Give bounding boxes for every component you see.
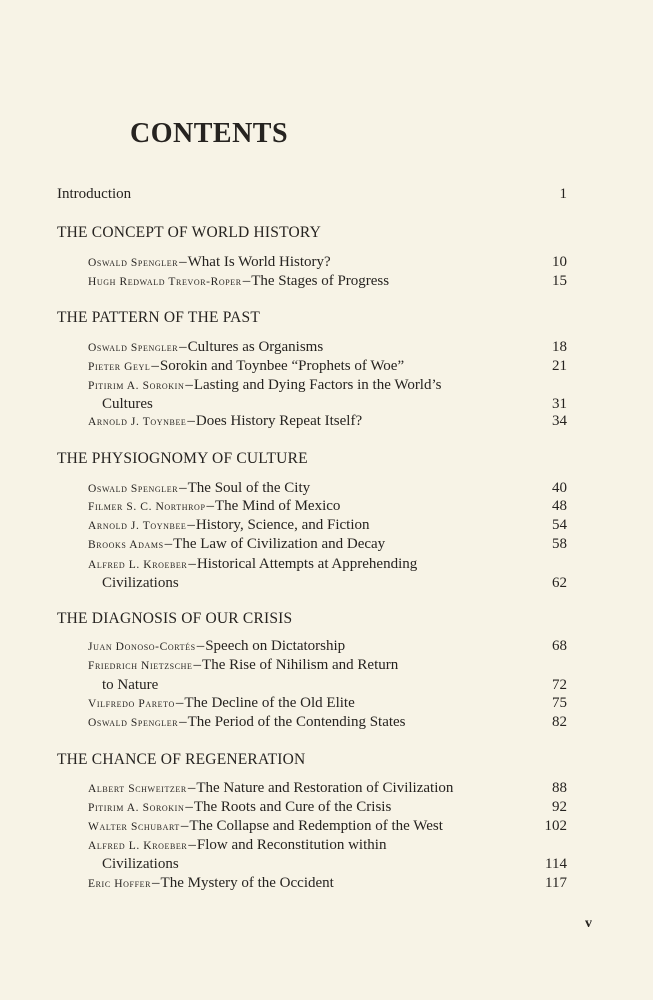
- entry-author: Oswald Spengler: [88, 717, 179, 729]
- entry-title: Sorokin and Toynbee “Prophets of Woe”: [159, 358, 405, 374]
- entry-author: Pieter Geyl: [88, 361, 151, 373]
- section-heading: THE DIAGNOSIS OF OUR CRISIS: [57, 610, 293, 627]
- toc-entry: Oswald Spengler–What Is World History? 10: [88, 254, 567, 270]
- page-folio: v: [585, 916, 592, 931]
- toc-entry-continuation: [102, 676, 567, 695]
- entry-author: Vilfredo Pareto: [88, 698, 175, 710]
- entry-title-continued: to Nature: [102, 677, 159, 693]
- entry-author: Filmer S. C. Northrop: [88, 501, 206, 513]
- entry-title: Flow and Reconstitution within: [196, 837, 387, 853]
- entry-title: Cultures as Organisms: [187, 339, 324, 355]
- entry-author: Friedrich Nietzsche: [88, 660, 193, 672]
- toc-entry: Walter Schubart–The Collapse and Redemption of the West 102: [88, 818, 567, 834]
- entry-author: Arnold J. Toynbee: [88, 520, 187, 532]
- entry-title: Historical Attempts at Apprehending: [196, 556, 418, 572]
- entry-page: 34: [552, 413, 567, 429]
- entry-author: Alfred L. Kroeber: [88, 840, 188, 852]
- toc-entry: Eric Hoffer–The Mystery of the Occident 117: [88, 875, 567, 891]
- page-title: CONTENTS: [130, 118, 289, 149]
- toc-entry: Oswald Spengler–The Period of the Contending States 82: [88, 714, 567, 730]
- entry-author: Oswald Spengler: [88, 483, 179, 495]
- toc-entry: Albert Schweitzer–The Nature and Restoration of Civilization 88: [88, 780, 567, 796]
- intro-page: 1: [559, 186, 567, 202]
- entry-page: 31: [552, 396, 567, 412]
- entry-title: The Stages of Progress: [251, 273, 390, 289]
- entry-author: Alfred L. Kroeber: [88, 559, 188, 571]
- toc-entry: Brooks Adams–The Law of Civilization and Decay 58: [88, 536, 567, 552]
- toc-entry: Pitirim A. Sorokin–The Roots and Cure of the Crisis 92: [88, 799, 567, 815]
- entry-title-continued: Civilizations: [102, 856, 179, 872]
- toc-entry: Arnold J. Toynbee–History, Science, and Fiction 54: [88, 517, 567, 533]
- entry-title: The Decline of the Old Elite: [184, 695, 355, 711]
- entry-page: 54: [552, 517, 567, 533]
- entry-page: 15: [552, 273, 567, 289]
- entry-page: 92: [552, 799, 567, 815]
- entry-title: Lasting and Dying Factors in the World’s: [193, 377, 442, 393]
- entry-page: 18: [552, 339, 567, 355]
- toc-entry-continuation: [102, 855, 567, 874]
- entry-title: Speech on Dictatorship: [205, 638, 346, 654]
- toc-entry: Arnold J. Toynbee–Does History Repeat Itself? 34: [88, 413, 567, 429]
- entry-page: 75: [552, 695, 567, 711]
- entry-author: Pitirim A. Sorokin: [88, 802, 185, 814]
- entry-title: The Mystery of the Occident: [160, 875, 334, 891]
- entry-author: Walter Schubart: [88, 821, 180, 833]
- entry-author: Eric Hoffer: [88, 878, 152, 890]
- toc-entry: Friedrich Nietzsche–The Rise of Nihilism and Return: [88, 657, 399, 673]
- entry-title: The Period of the Contending States: [187, 714, 406, 730]
- entry-title: What Is World History?: [187, 254, 331, 270]
- entry-author: Hugh Redwald Trevor-Roper: [88, 276, 242, 288]
- entry-title: The Collapse and Redemption of the West: [189, 818, 443, 834]
- entry-author: Arnold J. Toynbee: [88, 416, 187, 428]
- entry-page: 21: [552, 358, 567, 374]
- entry-author: Oswald Spengler: [88, 342, 179, 354]
- toc-entry: Juan Donoso-Cortés–Speech on Dictatorship 68: [88, 638, 567, 654]
- entry-author: Juan Donoso-Cortés: [88, 641, 196, 653]
- section-heading: THE PATTERN OF THE PAST: [57, 309, 260, 326]
- toc-entry: Hugh Redwald Trevor-Roper–The Stages of Progress 15: [88, 273, 567, 289]
- toc-entry: Vilfredo Pareto–The Decline of the Old Elite 75: [88, 695, 567, 711]
- toc-entry: Pitirim A. Sorokin–Lasting and Dying Factors in the World’s: [88, 377, 442, 393]
- entry-title-continued: Civilizations: [102, 575, 179, 591]
- entry-page: 40: [552, 480, 567, 496]
- entry-title-continued: Cultures: [102, 396, 153, 412]
- toc-entry-continuation: [102, 574, 567, 593]
- entry-title: The Soul of the City: [187, 480, 311, 496]
- section-heading: THE CONCEPT OF WORLD HISTORY: [57, 224, 321, 241]
- toc-entry: Pieter Geyl–Sorokin and Toynbee “Prophets of Woe” 21: [88, 358, 567, 374]
- toc-entry: Filmer S. C. Northrop–The Mind of Mexico 48: [88, 498, 567, 514]
- intro-entry: [57, 186, 567, 203]
- entry-page: 58: [552, 536, 567, 552]
- entry-author: Pitirim A. Sorokin: [88, 380, 185, 392]
- entry-title: The Law of Civilization and Decay: [173, 536, 386, 552]
- toc-entry: Oswald Spengler–The Soul of the City 40: [88, 480, 567, 496]
- entry-title: Does History Repeat Itself?: [195, 413, 363, 429]
- entry-author: Albert Schweitzer: [88, 783, 187, 795]
- entry-title: The Mind of Mexico: [215, 498, 341, 514]
- entry-author: Oswald Spengler: [88, 257, 179, 269]
- entry-title: The Roots and Cure of the Crisis: [193, 799, 392, 815]
- entry-page: 82: [552, 714, 567, 730]
- toc-entry: Oswald Spengler–Cultures as Organisms 18: [88, 339, 567, 355]
- entry-page: 68: [552, 638, 567, 654]
- entry-page: 102: [544, 818, 567, 834]
- entry-page: 88: [552, 780, 567, 796]
- entry-author: Brooks Adams: [88, 539, 164, 551]
- entry-page: 114: [545, 856, 567, 872]
- entry-page: 117: [545, 875, 567, 891]
- section-heading: THE PHYSIOGNOMY OF CULTURE: [57, 450, 308, 467]
- entry-page: 48: [552, 498, 567, 514]
- entry-page: 10: [552, 254, 567, 270]
- toc-entry: Alfred L. Kroeber–Historical Attempts at Apprehending: [88, 556, 418, 572]
- entry-title: The Rise of Nihilism and Return: [202, 657, 399, 673]
- entry-page: 62: [552, 575, 567, 591]
- toc-entry: Alfred L. Kroeber–Flow and Reconstitution within: [88, 837, 387, 853]
- entry-title: The Nature and Restoration of Civilization: [196, 780, 454, 796]
- entry-page: 72: [552, 677, 567, 693]
- entry-title: History, Science, and Fiction: [195, 517, 370, 533]
- section-heading: THE CHANCE OF REGENERATION: [57, 751, 306, 768]
- intro-label: Introduction: [57, 186, 132, 202]
